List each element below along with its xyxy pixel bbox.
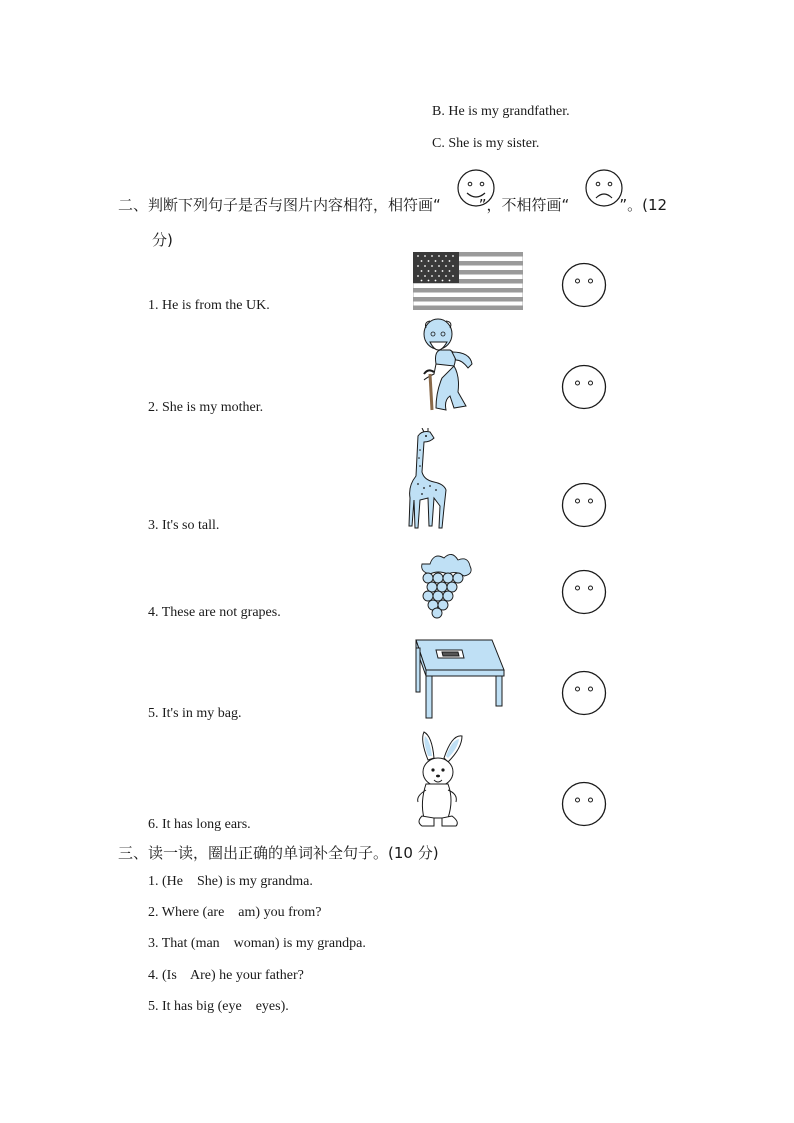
american-flag-picture bbox=[413, 252, 523, 310]
section-2-heading-part2: ”，不相符画“ bbox=[478, 196, 570, 214]
answer-face-3[interactable] bbox=[561, 482, 607, 528]
section-2-heading-cont: 分) bbox=[152, 231, 173, 249]
item-1-text: 1. He is from the UK. bbox=[148, 298, 270, 313]
section-2-heading-part3: ”。(12 bbox=[619, 196, 668, 214]
section-3-item-3: 3. That (man woman) is my grandpa. bbox=[148, 936, 366, 951]
section-3-item-1: 1. (He She) is my grandma. bbox=[148, 874, 313, 889]
table-picture bbox=[412, 636, 506, 720]
item-5-text: 5. It's in my bag. bbox=[148, 706, 242, 721]
item-2-text: 2. She is my mother. bbox=[148, 400, 264, 415]
section-3-item-5: 5. It has big (eye eyes). bbox=[148, 999, 289, 1014]
answer-face-6[interactable] bbox=[561, 781, 607, 827]
grandfather-picture bbox=[414, 316, 478, 414]
frowning-face-icon bbox=[584, 168, 624, 208]
section-3-item-4: 4. (Is Are) he your father? bbox=[148, 968, 304, 983]
section-3-heading: 三、读一读，圈出正确的单词补全句子。(10 分) bbox=[118, 844, 439, 862]
section-2-heading-part1: 二、判断下列句子是否与图片内容相符，相符画“ bbox=[118, 196, 441, 214]
answer-face-5[interactable] bbox=[561, 670, 607, 716]
section-3-item-2: 2. Where (are am) you from? bbox=[148, 905, 322, 920]
giraffe-picture bbox=[404, 428, 452, 532]
rabbit-picture bbox=[412, 730, 468, 830]
item-4-text: 4. These are not grapes. bbox=[148, 605, 281, 620]
answer-face-1[interactable] bbox=[561, 262, 607, 308]
smiley-face-icon bbox=[456, 168, 496, 208]
answer-face-2[interactable] bbox=[561, 364, 607, 410]
answer-face-4[interactable] bbox=[561, 569, 607, 615]
option-c: C. She is my sister. bbox=[432, 136, 540, 151]
option-b: B. He is my grandfather. bbox=[432, 104, 570, 119]
grapes-picture bbox=[412, 552, 476, 620]
item-3-text: 3. It's so tall. bbox=[148, 518, 220, 533]
item-6-text: 6. It has long ears. bbox=[148, 817, 251, 832]
